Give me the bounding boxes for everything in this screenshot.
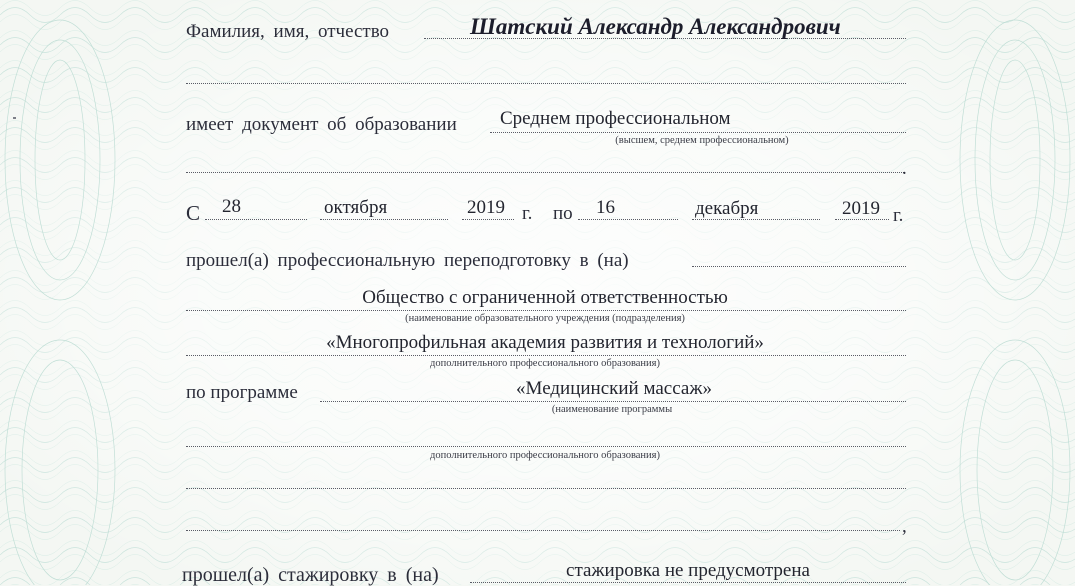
- to-prefix: по: [553, 203, 573, 224]
- blank-dotted-line: [186, 83, 906, 84]
- program-label: по программе: [186, 382, 298, 403]
- from-day: 28: [222, 196, 241, 217]
- retraining-dotted-line: [692, 266, 906, 267]
- org-line2-dots: [186, 355, 906, 356]
- program-continuation-line: [186, 446, 906, 447]
- name-value: Шатский Александр Александрович: [470, 14, 841, 39]
- document-label: имеет документ об образовании: [186, 114, 457, 135]
- internship-value: стажировка не предусмотрена: [566, 560, 810, 581]
- scan-speck: [13, 117, 16, 119]
- org-hint1: (наименование образовательного учреждения (подразделения): [405, 313, 685, 324]
- from-prefix: С: [186, 201, 201, 225]
- program-dotted-line: [320, 401, 906, 402]
- program-value: «Медицинский массаж»: [516, 378, 712, 399]
- document-period-mark: .: [902, 158, 907, 179]
- to-day-line: [578, 219, 678, 220]
- org-line2: «Многопрофильная академия развития и технологий»: [326, 332, 764, 353]
- program-hint2: дополнительного профессионального образования): [430, 450, 660, 461]
- program-hint1: (наименование программы: [551, 404, 673, 415]
- from-year-suffix: г.: [522, 203, 533, 224]
- program-continuation-line-2: [186, 488, 906, 489]
- org-hint2: дополнительного профессионального образования): [430, 358, 660, 369]
- org-line1-dots: [186, 310, 906, 311]
- name-label: Фамилия, имя, отчество: [186, 21, 390, 42]
- document-dotted-line: [490, 132, 906, 133]
- document-hint: (высшем, среднем профессиональном): [615, 135, 789, 146]
- from-month-line: [320, 219, 448, 220]
- to-month: декабря: [695, 198, 759, 219]
- from-year-line: [462, 219, 514, 220]
- to-year: 2019: [842, 198, 880, 219]
- from-month: октября: [324, 197, 388, 218]
- org-line1: Общество с ограниченной ответственностью: [362, 287, 728, 308]
- from-day-line: [205, 219, 307, 220]
- from-year: 2019: [467, 197, 505, 218]
- to-year-suffix: г.: [893, 205, 904, 226]
- internship-dotted-line: [470, 582, 906, 583]
- document-value: Среднем профессиональном: [500, 108, 731, 129]
- retraining-label: прошел(а) профессиональную переподготовку в (на): [186, 250, 629, 271]
- to-day: 16: [596, 197, 615, 218]
- document-continuation-line: [186, 172, 904, 173]
- trailing-comma: ,: [902, 516, 907, 537]
- program-continuation-line-3: [186, 530, 900, 531]
- internship-label: прошел(а) стажировку в (на): [182, 564, 439, 586]
